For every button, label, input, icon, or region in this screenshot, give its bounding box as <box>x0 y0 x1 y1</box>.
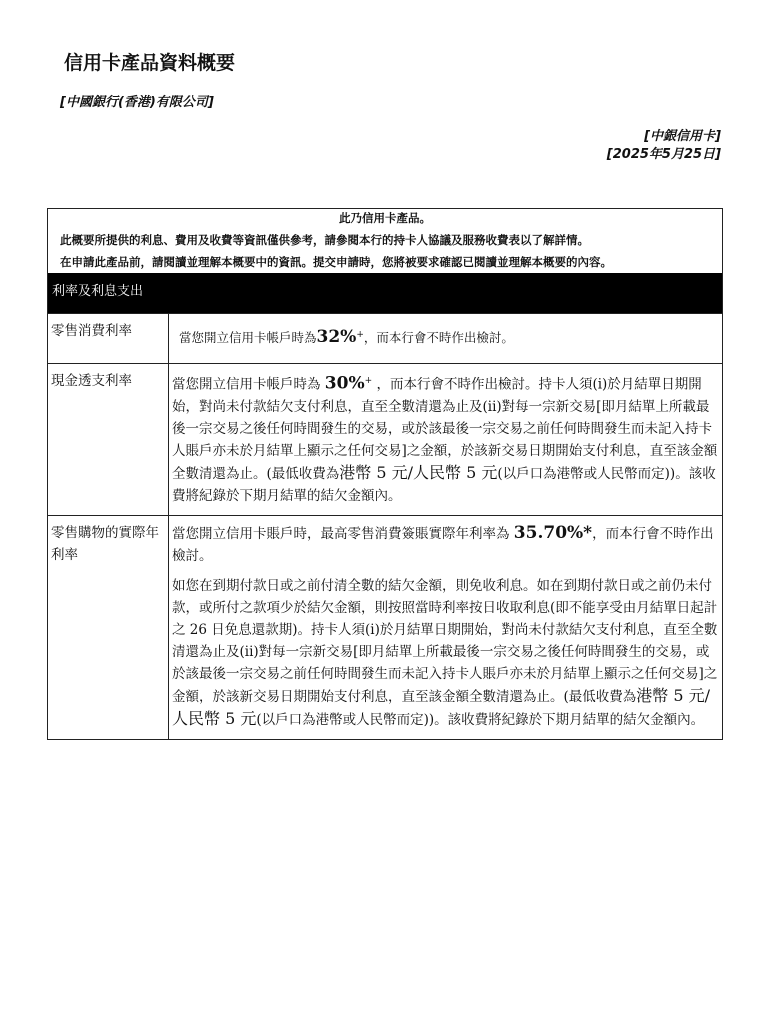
text-segment: 當您開立信用卡賬戶時，最高零售消費簽賬實際年利率為 <box>172 525 514 542</box>
interest-free-paragraph <box>172 575 719 731</box>
fact-sheet-box <box>47 208 723 740</box>
row-label: 現金透支利率 <box>48 364 169 515</box>
notice-line-read: 在申請此產品前，請閱讀並理解本概要中的資訊。提交申請時，您將被要求確認已閱讀並理解本概要的內容。 <box>60 255 612 269</box>
text-segment: ，而本行會不時作出檢討。持卡人須(i)於月結單日期開始，對尚未付款結欠支付利息，直至全數清還為止及(ii)對每一宗新交易[即月結單上所載最後一宗交易之後任何時間發生的交易，或於該最後一宗交易之前任何時間發生而未記入持卡人賬戶亦未於月結單上顯示之任何交易]之金額，於該新交易日期開始支付利息，直至該金額全數清還為止。(最低收費為 <box>172 376 718 482</box>
minimum-charge-value: 港幣 5 元/人民幣 5 元 <box>339 462 498 482</box>
rate-footnote-mark: + <box>364 376 373 387</box>
notice-block <box>48 209 722 273</box>
text-segment: 如您在到期付款日或之前付清全數的結欠金額，則免收利息。如在到期付款日或之前仍未付款，或所付之款項少於結欠金額，則按照當時利率按日收取利息(即不能享受由月結單日起計之 26 日免息還款期)。持卡人須(i)於月結單日期開始，對尚未付款結欠支付利息，直至全數清還為止及(ii)對每一宗新交易[即月結單上所載最後一宗交易之後任何時間發生的交易，或於該最後一宗交易之前任何時間發生而未記入持卡人賬戶亦未於月結單上顯示之任何交易]之金額，於該新交易日期開始支付利息，直至該金額全數清還為止。(最低收費為 <box>172 577 718 705</box>
document-date: [2025年5月25日] <box>606 147 721 162</box>
apr-paragraph <box>172 522 719 567</box>
row-content <box>169 516 722 739</box>
retail-rate-value: 32% <box>316 327 357 348</box>
text-segment: ，而本行會不時作出檢討。 <box>172 525 714 564</box>
text-segment: 當您開立信用卡帳戶時為 <box>179 330 317 346</box>
page-title: 信用卡產品資料概要 <box>64 52 236 74</box>
text-segment: (以戶口為港幣或人民幣而定))。該收費將紀錄於下期月結單的結欠金額內。 <box>172 465 716 504</box>
issuer-name: [中國銀行(香港)有限公司] <box>60 95 214 110</box>
cash-rate-value: 30% <box>324 373 365 394</box>
row-label: 零售購物的實際年利率 <box>48 516 169 739</box>
text-segment: ，而本行會不時作出檢討。 <box>363 330 514 346</box>
apr-rate-value: 35.70%* <box>513 522 593 543</box>
product-name: [中銀信用卡] <box>644 129 721 144</box>
table-row-retail-rate <box>48 313 722 363</box>
notice-line-reference: 此概要所提供的利息、費用及收費等資訊僅供參考，請參閱本行的持卡人協議及服務收費表以了解詳情。 <box>60 233 589 247</box>
table-row-effective-apr <box>48 515 722 739</box>
row-content <box>169 314 722 363</box>
document-meta <box>607 128 721 164</box>
table-row-cash-rate <box>48 363 722 515</box>
section-header: 利率及利息支出 <box>48 273 722 313</box>
row-label: 零售消費利率 <box>48 314 169 363</box>
rate-footnote-mark: + <box>356 330 364 340</box>
text-segment: 當您開立信用卡帳戶時為 <box>172 376 325 393</box>
notice-line-product: 此乃信用卡產品。 <box>339 211 431 225</box>
row-content <box>169 364 722 515</box>
minimum-charge-value: 港幣 5 元/人民幣 5 元 <box>172 685 711 728</box>
text-segment: (以戶口為港幣或人民幣而定))。該收費將紀錄於下期月結單的結欠金額內。 <box>256 711 705 728</box>
